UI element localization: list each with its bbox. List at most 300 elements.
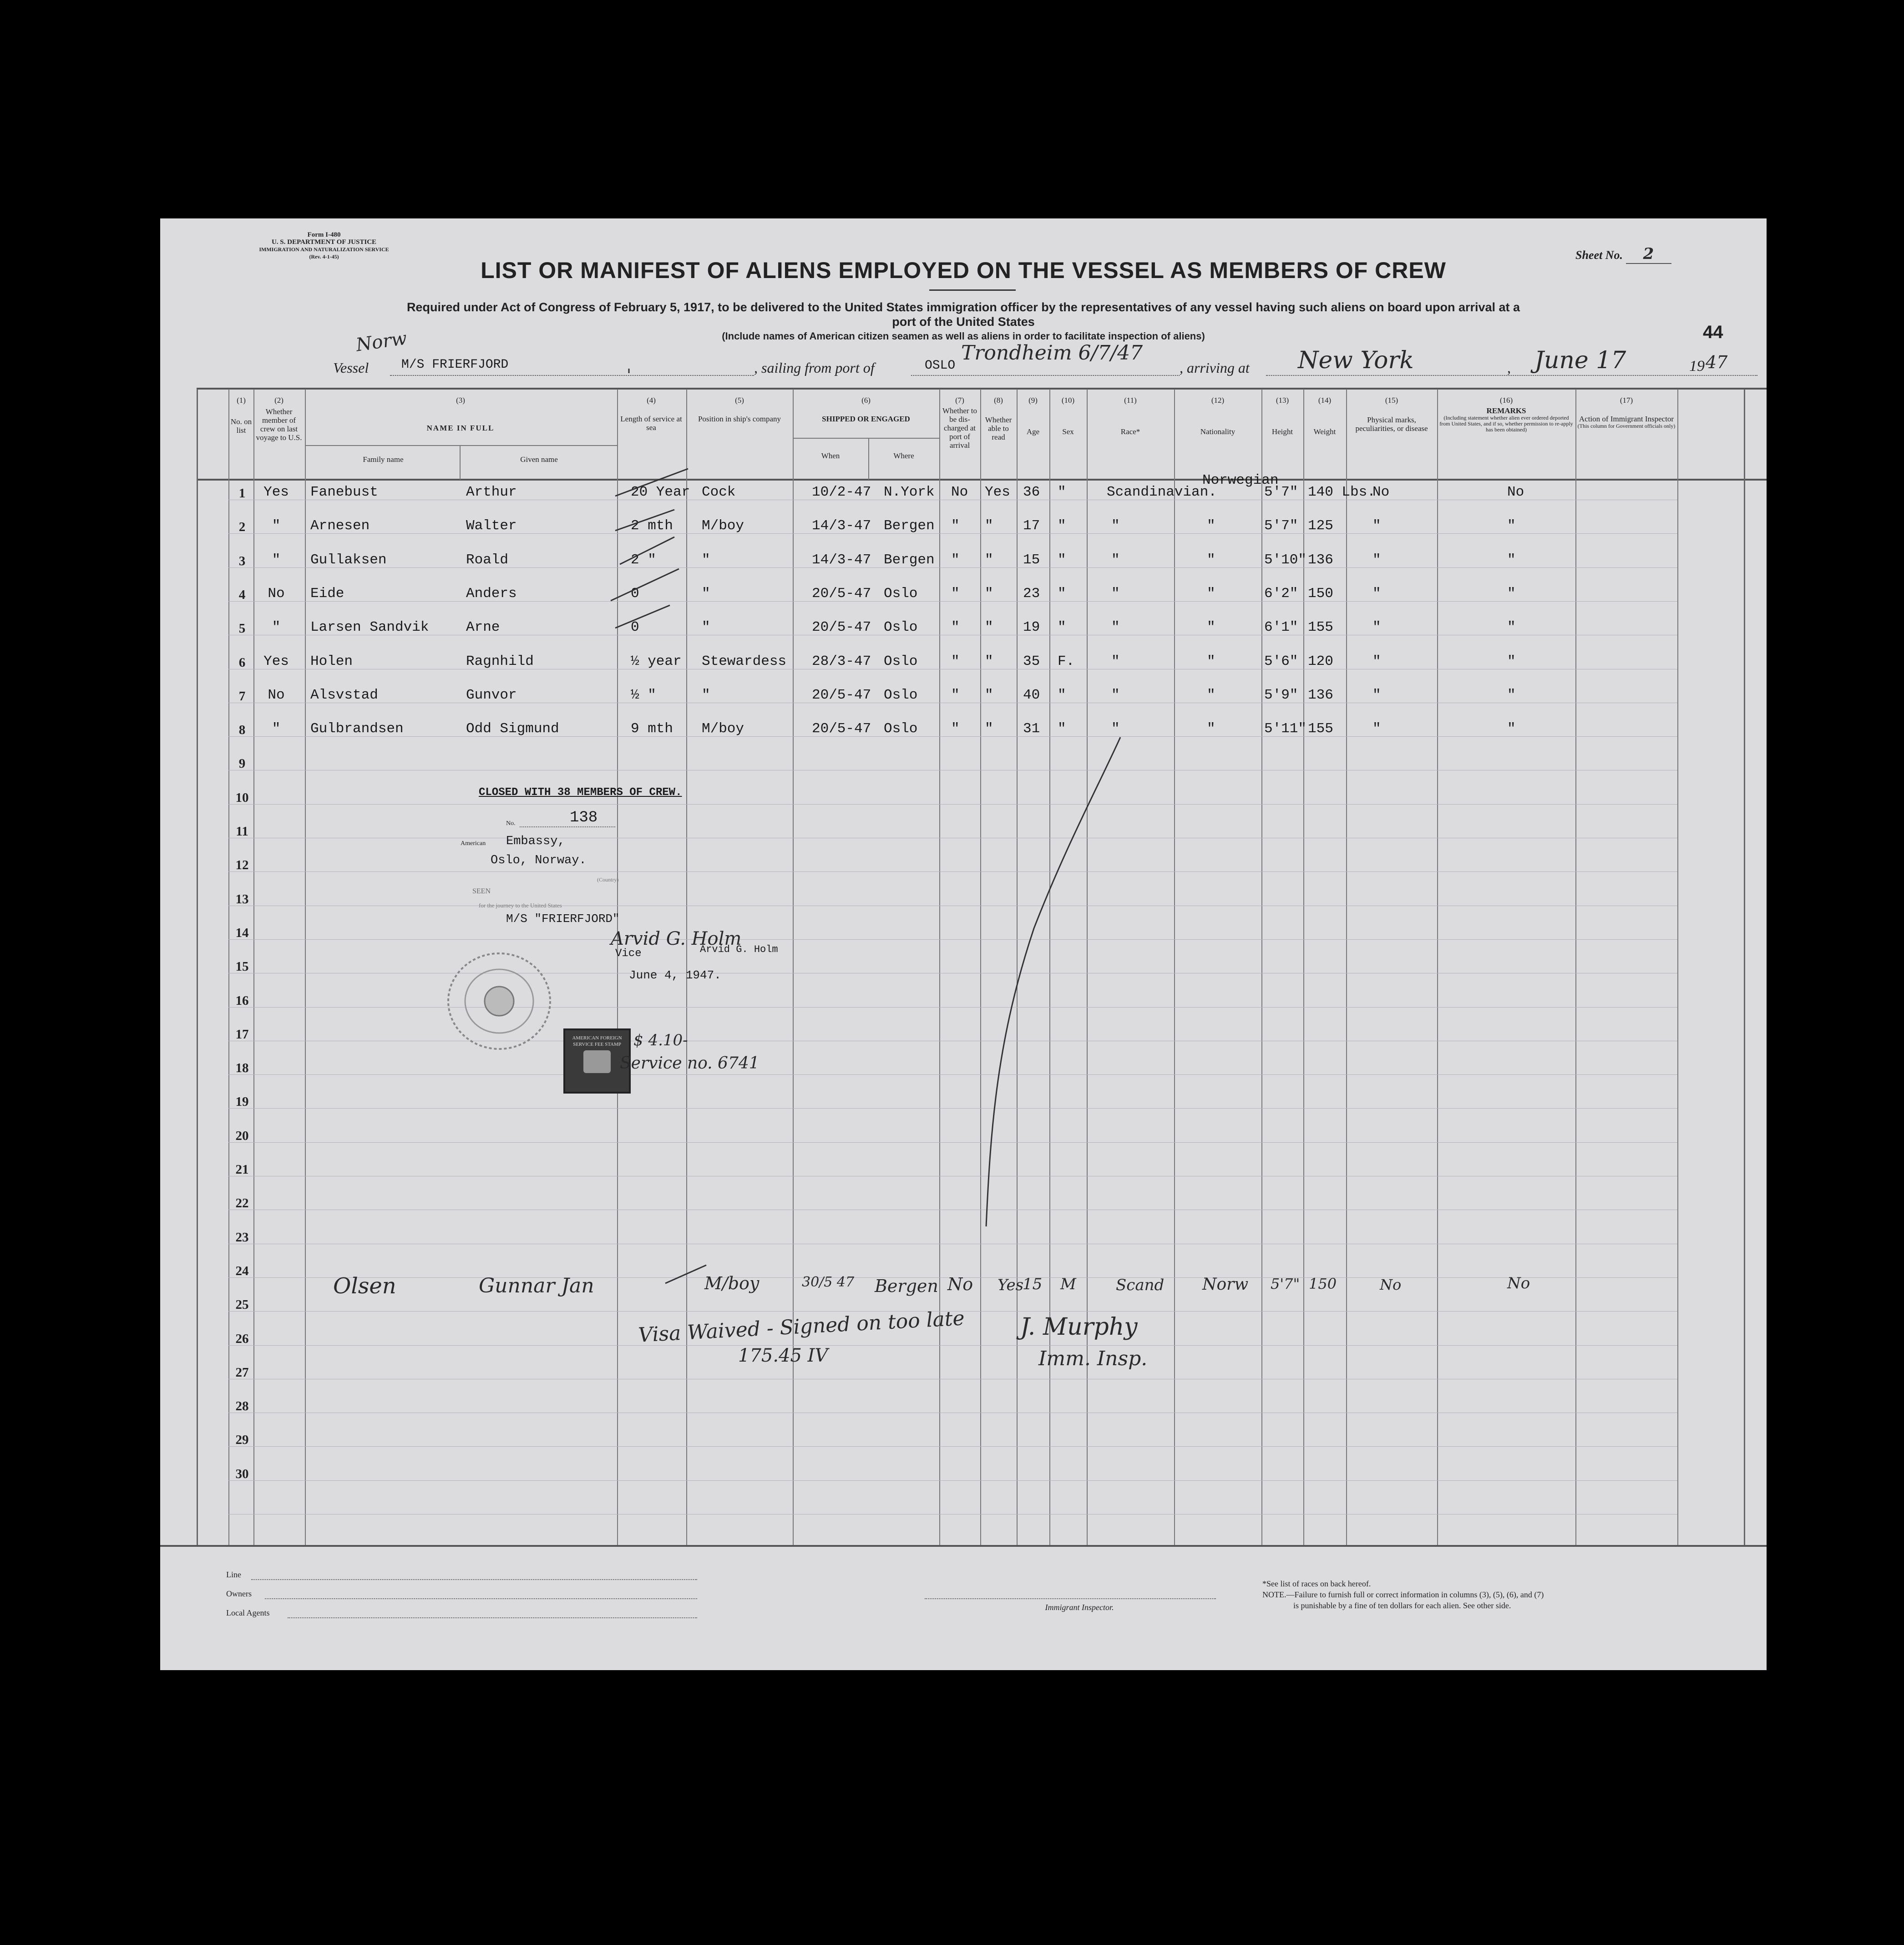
- crew-discharged: ": [951, 653, 960, 669]
- column-rule: [1744, 389, 1745, 1545]
- crew-length-of-service: 9 mth: [631, 721, 673, 737]
- column-rule: [197, 389, 198, 1545]
- col-11-header: [1088, 396, 1173, 436]
- row-number: 7: [238, 689, 246, 704]
- row-number: 29: [235, 1433, 249, 1448]
- row-guide: [228, 1142, 1677, 1143]
- footer-owners-rule: [265, 1598, 697, 1599]
- row-number: 16: [235, 993, 249, 1008]
- row-number: 13: [235, 891, 249, 907]
- footer-line-label: Line: [226, 1570, 241, 1579]
- col-2-title: Whether member of crew on last voyage to U.S.: [256, 407, 302, 442]
- year-prefix: 19: [1689, 358, 1705, 375]
- col-15-num: (15): [1385, 396, 1398, 405]
- crew-nationality: ": [1207, 619, 1215, 636]
- row-number: 22: [235, 1196, 249, 1211]
- crew-position: ": [702, 687, 710, 703]
- crew-shipped-where: Oslo: [884, 585, 918, 602]
- footer-inspector-rule: [925, 1598, 1216, 1599]
- row-number: 11: [236, 824, 248, 839]
- crew-position: M/boy: [702, 518, 744, 534]
- crew-nationality: ": [1207, 653, 1215, 669]
- col-14-num: (14): [1318, 396, 1332, 405]
- footer-line-rule: [251, 1579, 697, 1580]
- crew-race: ": [1111, 585, 1120, 602]
- row-guide: [228, 939, 1677, 940]
- row24-age: 15: [1023, 1275, 1043, 1293]
- crew-able-to-read: ": [985, 653, 993, 669]
- port-name: OSLO: [925, 359, 956, 373]
- crew-shipped-when: 20/5-47: [812, 619, 871, 636]
- crew-nationality: ": [1207, 585, 1215, 602]
- crew-given-name: Anders: [466, 585, 517, 602]
- crew-length-of-service: 0: [631, 619, 639, 636]
- crew-shipped-where: Oslo: [884, 653, 918, 669]
- vessel-annotation: Norw: [354, 328, 409, 356]
- crew-sex: ": [1058, 484, 1066, 500]
- row-number: 12: [235, 858, 249, 873]
- crew-position: ": [702, 585, 710, 602]
- form-rev: (Rev. 4-1-45): [309, 253, 339, 260]
- crew-height: 5'9": [1264, 687, 1298, 703]
- crew-on-last-voyage: ": [272, 552, 281, 568]
- table-top-rule: [197, 388, 1767, 390]
- crew-age: 17: [1023, 518, 1040, 534]
- footer-note-1: NOTE.—Failure to furnish full or correct information in columns (3), (5), (6), and (7): [1262, 1590, 1544, 1599]
- crew-sex: ": [1058, 518, 1066, 534]
- consular-no-underline: [520, 826, 615, 827]
- inspector-title: Imm. Insp.: [1038, 1347, 1148, 1370]
- row24-sex: M: [1060, 1275, 1076, 1293]
- crew-height: 5'7": [1264, 518, 1298, 534]
- row24-discharged: No: [947, 1274, 973, 1294]
- crew-given-name: Roald: [466, 552, 509, 568]
- crew-remarks: ": [1507, 552, 1516, 568]
- row-number: 30: [235, 1466, 249, 1481]
- col-10-num: (10): [1061, 396, 1075, 405]
- crew-family-name: Eide: [310, 585, 344, 602]
- page-title: LIST OR MANIFEST OF ALIENS EMPLOYED ON THE VESSEL AS MEMBERS OF CREW: [481, 258, 1446, 283]
- col-17-num: (17): [1620, 396, 1633, 405]
- crew-given-name: Arne: [466, 619, 500, 636]
- row-number: 26: [235, 1331, 249, 1346]
- column-rule: [1017, 389, 1018, 1545]
- col-10-header: [1050, 396, 1086, 436]
- col-6-title: SHIPPED OR ENGAGED: [822, 415, 910, 423]
- crew-race: ": [1111, 552, 1120, 568]
- row-guide: [228, 804, 1677, 805]
- crew-age: 19: [1023, 619, 1040, 636]
- consular-journey: for the journey to the United States: [479, 902, 562, 909]
- row24-remarks: No: [1507, 1274, 1530, 1292]
- crew-height: 5'11": [1264, 721, 1307, 737]
- crew-remarks: ": [1507, 653, 1516, 669]
- crew-discharged: ": [951, 518, 960, 534]
- column-rule: [617, 389, 618, 1545]
- crew-physical-marks: No: [1372, 484, 1390, 500]
- row24-height: 5'7": [1271, 1275, 1300, 1292]
- crew-position: Stewardess: [702, 653, 787, 669]
- subtitle-1: Required under Act of Congress of February 5, 1917, to be delivered to the United States immigration officer by the representatives of any vessel having such aliens on board upon arrival at a: [406, 300, 1520, 314]
- consular-name: Arvid G. Holm: [700, 944, 778, 955]
- fee-amount: $ 4.10-: [633, 1031, 688, 1049]
- crew-weight: 136: [1308, 552, 1333, 568]
- consular-seal: [442, 949, 556, 1054]
- name-split-rule: [460, 445, 461, 480]
- col-4-title: Length of service at sea: [620, 415, 682, 432]
- col-6a-header: When: [821, 451, 840, 460]
- sheet-no: 2: [1626, 245, 1671, 264]
- crew-shipped-when: 14/3-47: [812, 518, 871, 534]
- crew-family-name: Alsvstad: [310, 687, 378, 703]
- crew-weight: 155: [1308, 721, 1333, 737]
- title-underline: [929, 289, 1016, 291]
- crew-able-to-read: ": [985, 687, 993, 703]
- col-8-num: (8): [994, 396, 1003, 405]
- column-rule: [1174, 389, 1175, 1545]
- column-rule: [1261, 389, 1262, 1545]
- col-11-title: Race*: [1120, 427, 1140, 436]
- crew-shipped-when: 20/5-47: [812, 721, 871, 737]
- crew-length-of-service: ½ ": [631, 687, 656, 703]
- port-underline: [911, 375, 1180, 376]
- consular-no-label: No.: [506, 820, 516, 827]
- crew-on-last-voyage: No: [268, 585, 285, 602]
- crew-on-last-voyage: No: [268, 687, 285, 703]
- crew-shipped-where: N.York: [884, 484, 935, 500]
- col-6-num: (6): [861, 396, 871, 405]
- handwritten-section: 175.45 IV: [738, 1345, 828, 1366]
- crew-shipped-when: 20/5-47: [812, 687, 871, 703]
- row-number: 2: [238, 520, 246, 535]
- col-4-header: [617, 396, 685, 432]
- form-id: Form I-480: [307, 231, 341, 238]
- row24-race: Scand: [1116, 1276, 1165, 1294]
- footer-owners-label: Owners: [226, 1589, 252, 1598]
- col-8-header: [981, 396, 1016, 441]
- col-12-header: [1175, 396, 1261, 436]
- column-rule: [793, 389, 794, 1545]
- crew-able-to-read: ": [985, 721, 993, 737]
- row-number: 19: [235, 1094, 249, 1109]
- consular-seen: SEEN: [472, 887, 491, 895]
- row-guide: [228, 871, 1677, 872]
- crew-nationality: ": [1207, 721, 1215, 737]
- crew-position: Cock: [702, 484, 736, 500]
- col-16-num: (16): [1499, 396, 1513, 405]
- col-3-header: [306, 396, 615, 432]
- crew-physical-marks: ": [1372, 687, 1381, 703]
- col-17-title: Action of Immigrant Inspector: [1579, 415, 1674, 423]
- crew-physical-marks: ": [1372, 552, 1381, 568]
- column-rule: [1437, 389, 1438, 1545]
- row24-family: Olsen: [333, 1273, 396, 1299]
- consular-city: Oslo, Norway.: [491, 854, 587, 867]
- crew-shipped-where: Oslo: [884, 721, 918, 737]
- handwritten-visa-note: Visa Waived - Signed on too late: [638, 1307, 965, 1347]
- row-guide: [228, 1074, 1677, 1075]
- crew-sex: ": [1058, 721, 1066, 737]
- col-7-header: [940, 396, 979, 450]
- crew-family-name: Larsen Sandvik: [310, 619, 429, 636]
- col-16-subtitle: (Including statement whether alien ever ordered deported from United States, and if so, whether permission to re-apply has been obtained): [1439, 415, 1573, 433]
- crew-remarks: ": [1507, 518, 1516, 534]
- fee-stamp-center: [583, 1050, 611, 1073]
- vessel-underline: [390, 375, 754, 376]
- crew-family-name: Fanebust: [310, 484, 378, 500]
- crew-height: 5'10": [1264, 552, 1307, 568]
- col-12-num: (12): [1211, 396, 1225, 405]
- row24-where: Bergen: [875, 1276, 938, 1296]
- arriving-date: June 17: [1534, 347, 1626, 374]
- col-9-num: (9): [1028, 396, 1038, 405]
- crew-weight: 140 Lbs.: [1308, 484, 1376, 500]
- row-number: 17: [235, 1027, 249, 1042]
- col-12-title: Nationality: [1200, 427, 1236, 436]
- crew-age: 35: [1023, 653, 1040, 669]
- row24-given: Gunnar Jan: [479, 1274, 594, 1297]
- row-number: 27: [235, 1365, 249, 1380]
- arriving-comma: ,: [1507, 360, 1511, 376]
- crew-length-of-service: 20 Year: [631, 484, 690, 500]
- crew-remarks: ": [1507, 619, 1516, 636]
- col-13-num: (13): [1276, 396, 1289, 405]
- header-bottom-rule: [197, 479, 1767, 481]
- footer-agents-label: Local Agents: [226, 1608, 270, 1617]
- col-16-title: REMARKS: [1486, 406, 1526, 415]
- footer-agents-rule: [288, 1617, 697, 1618]
- column-rule: [1087, 389, 1088, 1545]
- column-rule: [305, 389, 306, 1545]
- footer-inspector-label: Immigrant Inspector.: [1045, 1603, 1114, 1612]
- form-id-block: [228, 231, 420, 260]
- crew-shipped-when: 10/2-47: [812, 484, 871, 500]
- crew-given-name: Walter: [466, 518, 517, 534]
- col-3b-header: Given name: [520, 455, 558, 464]
- col-1-header: [229, 396, 253, 435]
- row-number: 6: [238, 655, 246, 670]
- row24-position: M/boy: [704, 1273, 760, 1293]
- crew-weight: 125: [1308, 518, 1333, 534]
- col-11-num: (11): [1124, 396, 1137, 405]
- diagonal-cancel-line: [986, 737, 1120, 1226]
- sailing-label: , sailing from port of: [754, 360, 875, 376]
- table-bottom-rule: [160, 1545, 1767, 1547]
- crew-family-name: Arnesen: [310, 518, 370, 534]
- row-number: 23: [235, 1230, 249, 1245]
- arriving-place: New York: [1298, 347, 1414, 374]
- crew-remarks: ": [1507, 721, 1516, 737]
- col-5-header: [687, 396, 792, 423]
- crew-height: 6'2": [1264, 585, 1298, 602]
- row-number: 25: [235, 1297, 249, 1312]
- col-17-subtitle: (This column for Government officials only): [1577, 423, 1676, 429]
- row-number: 15: [235, 959, 249, 974]
- crew-shipped-where: Oslo: [884, 619, 918, 636]
- name-subheader-rule: [305, 445, 617, 446]
- col-9-header: [1018, 396, 1048, 436]
- col-14-title: Weight: [1313, 427, 1336, 436]
- crew-race: ": [1111, 721, 1120, 737]
- crew-height: 5'6": [1264, 653, 1298, 669]
- crew-height: 5'7": [1264, 484, 1298, 500]
- column-rule: [1049, 389, 1050, 1545]
- row-guide: [228, 1345, 1677, 1346]
- row24-read: Yes: [998, 1276, 1024, 1294]
- crew-nationality: ": [1207, 687, 1215, 703]
- consular-vice: Vice: [615, 947, 642, 960]
- col-2-num: (2): [274, 396, 284, 405]
- col-8-title: Whether able to read: [985, 415, 1012, 441]
- crew-length-of-service: 2 ": [631, 552, 656, 568]
- crew-race: ": [1111, 518, 1120, 534]
- col-5-title: Position in ship's company: [698, 415, 781, 423]
- col-14-header: [1304, 396, 1345, 436]
- row-number: 14: [235, 925, 249, 940]
- col-2-header: [254, 396, 304, 442]
- crew-given-name: Gunvor: [466, 687, 517, 703]
- crew-able-to-read: Yes: [985, 484, 1010, 500]
- crew-age: 15: [1023, 552, 1040, 568]
- crew-weight: 150: [1308, 585, 1333, 602]
- crew-age: 31: [1023, 721, 1040, 737]
- col-17-header: [1576, 396, 1676, 429]
- crew-race: ": [1111, 653, 1120, 669]
- consular-no: 138: [570, 809, 598, 826]
- crew-discharged: ": [951, 585, 960, 602]
- crew-family-name: Gulbrandsen: [310, 721, 404, 737]
- page-number: 44: [1703, 322, 1723, 342]
- arriving-underline: [1266, 375, 1757, 376]
- column-rule: [1677, 389, 1678, 1545]
- crew-remarks: ": [1507, 585, 1516, 602]
- crew-physical-marks: ": [1372, 518, 1381, 534]
- row-guide: [228, 1446, 1677, 1447]
- row24-marks: No: [1380, 1276, 1402, 1293]
- crew-remarks: No: [1507, 484, 1524, 500]
- crew-shipped-where: Bergen: [884, 552, 935, 568]
- crew-able-to-read: ": [985, 619, 993, 636]
- col-6-header: [794, 396, 938, 423]
- col-7-num: (7): [955, 396, 964, 405]
- consular-embassy: Embassy,: [506, 835, 565, 848]
- crew-physical-marks: ": [1372, 721, 1381, 737]
- form-dept: U. S. DEPARTMENT OF JUSTICE: [271, 238, 377, 246]
- crew-race: ": [1111, 687, 1120, 703]
- crew-shipped-when: 20/5-47: [812, 585, 871, 602]
- crew-nationality: Norwegian: [1202, 472, 1279, 488]
- crew-sex: ": [1058, 552, 1066, 568]
- row-number: 21: [235, 1162, 249, 1177]
- footer-note-2: is punishable by a fine of ten dollars for each alien. See other side.: [1293, 1601, 1511, 1610]
- crew-weight: 136: [1308, 687, 1333, 703]
- col-10-title: Sex: [1062, 427, 1074, 436]
- col-5-num: (5): [735, 396, 744, 405]
- crew-sex: F.: [1058, 653, 1075, 669]
- col-1-num: (1): [237, 396, 246, 405]
- crew-race: ": [1111, 619, 1120, 636]
- row24-stroke: [665, 1265, 706, 1283]
- col-6b-header: Where: [893, 451, 914, 460]
- row-number: 3: [238, 553, 246, 568]
- col-7-title: Whether to be dis-charged at port of arrival: [942, 406, 977, 450]
- row-number: 20: [235, 1128, 249, 1143]
- crew-able-to-read: ": [985, 518, 993, 534]
- consular-date: June 4, 1947.: [629, 968, 721, 982]
- consular-country-label: (Country): [597, 876, 619, 883]
- shipped-subheader-rule: [793, 438, 939, 439]
- crew-weight: 155: [1308, 619, 1333, 636]
- column-rule: [980, 389, 981, 1545]
- crew-sex: ": [1058, 687, 1066, 703]
- arriving-label: , arriving at: [1180, 360, 1250, 376]
- col-4-num: (4): [647, 396, 656, 405]
- footer-note-races: *See list of races on back hereof.: [1262, 1579, 1371, 1588]
- crew-length-of-service: 0: [631, 585, 639, 602]
- form-service: IMMIGRATION AND NATURALIZATION SERVICE: [259, 246, 389, 253]
- column-rule: [686, 389, 687, 1545]
- crew-position: ": [702, 552, 710, 568]
- row-number: 10: [235, 790, 249, 805]
- crew-given-name: Arthur: [466, 484, 517, 500]
- port-handwritten: Trondheim 6/7/47: [961, 341, 1143, 365]
- crew-discharged: No: [951, 484, 968, 500]
- consular-ship: M/S "FRIERFJORD": [506, 912, 620, 926]
- crew-family-name: Holen: [310, 653, 353, 669]
- row-number: 28: [235, 1399, 249, 1414]
- crew-length-of-service: ½ year: [631, 653, 682, 669]
- row-number: 5: [238, 621, 246, 636]
- subtitle-2: port of the United States: [892, 315, 1035, 329]
- manifest-sheet: [160, 218, 1767, 1670]
- year: 47: [1706, 352, 1728, 372]
- subtitle-3: (Include names of American citizen seamen as well as aliens in order to facilitate inspection of aliens): [722, 330, 1205, 342]
- crew-height: 6'1": [1264, 619, 1298, 636]
- crew-sex: ": [1058, 619, 1066, 636]
- row24-weight: 150: [1309, 1275, 1337, 1292]
- crew-position: M/boy: [702, 721, 744, 737]
- crew-family-name: Gullaksen: [310, 552, 387, 568]
- inspector-signature: J. Murphy: [1020, 1313, 1138, 1341]
- col-13-header: [1262, 396, 1302, 436]
- row-number: 9: [238, 756, 246, 771]
- column-rule: [1346, 389, 1347, 1545]
- crew-race: Scandinavian.: [1107, 484, 1217, 500]
- row24-when: 30/5 47: [802, 1274, 855, 1290]
- crew-age: 23: [1023, 585, 1040, 602]
- fee-stamp-text: AMERICAN FOREIGN SERVICE FEE STAMP: [572, 1035, 622, 1047]
- row-number: 24: [235, 1263, 249, 1278]
- crew-discharged: ": [951, 619, 960, 636]
- row-number: 1: [238, 486, 246, 501]
- col-15-header: [1347, 396, 1436, 433]
- crew-physical-marks: ": [1372, 619, 1381, 636]
- sheet-label: Sheet No.: [1575, 248, 1623, 262]
- row-number: 4: [238, 587, 246, 602]
- crew-nationality: ": [1207, 518, 1215, 534]
- crew-weight: 120: [1308, 653, 1333, 669]
- vessel-name: M/S FRIERFJORD: [401, 358, 509, 372]
- crew-sex: ": [1058, 585, 1066, 602]
- crew-shipped-where: Oslo: [884, 687, 918, 703]
- row24-nationality: Norw: [1202, 1275, 1249, 1294]
- crew-discharged: ": [951, 721, 960, 737]
- crew-nationality: ": [1207, 552, 1215, 568]
- crew-shipped-when: 28/3-47: [812, 653, 871, 669]
- crew-length-of-service: 2 mth: [631, 518, 673, 534]
- crew-position: ": [702, 619, 710, 636]
- vessel-label: Vessel: [333, 360, 369, 376]
